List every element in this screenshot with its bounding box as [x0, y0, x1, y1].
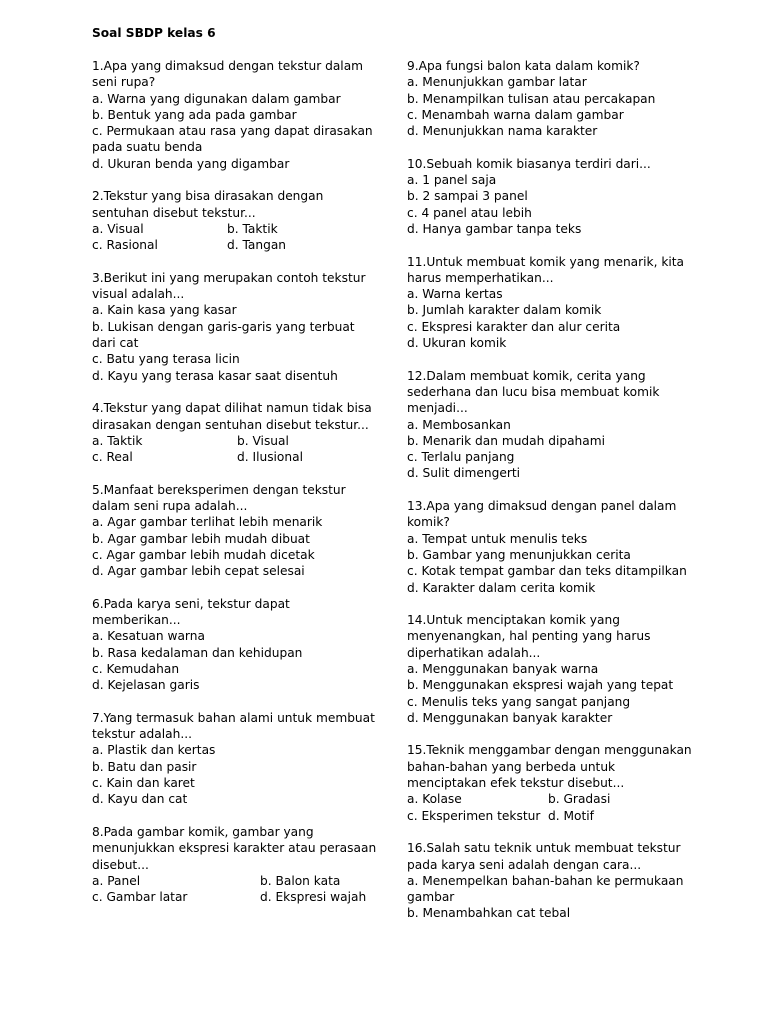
question-line: b. Bentuk yang ada pada gambar: [92, 107, 297, 122]
question-line: d. Hanya gambar tanpa teks: [407, 221, 582, 236]
question-line: 2.Tekstur yang bisa dirasakan dengan: [92, 189, 324, 204]
question-line: 14.Untuk menciptakan komik yang: [407, 613, 620, 628]
question-line: dari cat: [92, 336, 139, 351]
question-line: 6.Pada karya seni, tekstur dapat: [92, 596, 290, 611]
question-line: a. 1 panel saja: [407, 173, 497, 188]
option-text: a. Taktik: [92, 433, 143, 448]
question-line: 9.Apa fungsi balon kata dalam komik?: [407, 59, 640, 73]
question-line: harus memperhatikan...: [407, 270, 554, 285]
question-line: a. Menempelkan bahan-bahan ke permukaan: [407, 873, 684, 888]
question-9: [407, 58, 689, 139]
option-row: [92, 889, 374, 905]
question-line: 13.Apa yang dimaksud dengan panel dalam: [407, 499, 677, 514]
question-6: [92, 596, 374, 694]
question-line: seni rupa?: [92, 75, 156, 90]
option-text: b. Taktik: [227, 221, 278, 236]
question-4: [92, 400, 374, 465]
question-line: sentuhan disebut tekstur...: [92, 205, 256, 220]
question-line: a. Warna yang digunakan dalam gambar: [92, 91, 341, 106]
option-text: d. Ekspresi wajah: [260, 890, 367, 905]
question-line: d. Menggunakan banyak karakter: [407, 710, 613, 725]
question-line: b. 2 sampai 3 panel: [407, 189, 528, 204]
left-column: [92, 58, 377, 922]
question-line: c. 4 panel atau lebih: [407, 205, 532, 220]
question-line: c. Kemudahan: [92, 661, 180, 676]
question-line: tekstur adalah...: [92, 727, 192, 742]
question-line: b. Agar gambar lebih mudah dibuat: [92, 531, 310, 546]
option-text: a. Visual: [92, 221, 144, 236]
question-line: bahan-bahan yang berbeda untuk: [407, 759, 616, 774]
option-text: c. Real: [92, 450, 133, 465]
question-line: c. Agar gambar lebih mudah dicetak: [92, 547, 315, 562]
question-line: 10.Sebuah komik biasanya terdiri dari...: [407, 156, 651, 171]
option-text: b. Balon kata: [260, 873, 341, 888]
question-line: b. Lukisan dengan garis-garis yang terbuat: [92, 319, 355, 334]
question-5: [92, 482, 374, 580]
option-text: c. Gambar latar: [92, 890, 188, 905]
question-line: d. Agar gambar lebih cepat selesai: [92, 564, 305, 579]
option-text: d. Tangan: [227, 238, 287, 253]
question-line: a. Tempat untuk menulis teks: [407, 531, 588, 546]
question-line: a. Menggunakan banyak warna: [407, 661, 599, 676]
question-line: c. Menulis teks yang sangat panjang: [407, 694, 631, 709]
question-line: b. Gambar yang menunjukkan cerita: [407, 547, 631, 562]
option-text: d. Motif: [548, 808, 594, 823]
question-line: b. Menambahkan cat tebal: [407, 906, 571, 921]
question-line: pada suatu benda: [92, 140, 203, 155]
question-line: 3.Berikut ini yang merupakan contoh tekstur: [92, 270, 366, 285]
question-line: d. Kejelasan garis: [92, 678, 200, 693]
question-line: b. Menampilkan tulisan atau percakapan: [407, 91, 656, 106]
question-16: [407, 840, 689, 921]
question-line: pada karya seni adalah dengan cara...: [407, 857, 642, 872]
question-line: a. Kesatuan warna: [92, 629, 205, 644]
option-text: c. Eksperimen tekstur: [407, 808, 541, 823]
option-text: d. Ilusional: [237, 450, 303, 465]
question-line: c. Kotak tempat gambar dan teks ditampilkan: [407, 564, 687, 579]
question-line: sederhana dan lucu bisa membuat komik: [407, 384, 660, 399]
question-line: d. Sulit dimengerti: [407, 466, 520, 481]
question-line: visual adalah...: [92, 287, 185, 302]
question-11: [407, 254, 689, 352]
option-text: a. Kolase: [407, 792, 462, 807]
question-10: [407, 156, 689, 237]
question-13: [407, 498, 689, 596]
question-line: komik?: [407, 515, 450, 530]
question-line: 11.Untuk membuat komik yang menarik, kita: [407, 254, 685, 269]
option-row: [92, 221, 374, 237]
question-line: 4.Tekstur yang dapat dilihat namun tidak bisa: [92, 401, 372, 416]
question-line: 5.Manfaat bereksperimen dengan tekstur: [92, 482, 346, 497]
question-line: 7.Yang termasuk bahan alami untuk membuat: [92, 710, 375, 725]
question-line: a. Warna kertas: [407, 287, 503, 302]
option-row: [407, 791, 689, 807]
question-line: b. Menarik dan mudah dipahami: [407, 433, 605, 448]
question-line: b. Jumlah karakter dalam komik: [407, 303, 602, 318]
question-line: 12.Dalam membuat komik, cerita yang: [407, 368, 646, 383]
option-row: [92, 237, 374, 253]
question-line: memberikan...: [92, 613, 181, 628]
question-line: d. Kayu yang terasa kasar saat disentuh: [92, 368, 338, 383]
question-7: [92, 710, 374, 808]
question-15: [407, 742, 692, 823]
option-row: [407, 808, 689, 824]
question-1: [92, 58, 374, 172]
question-line: dalam seni rupa adalah...: [92, 499, 248, 514]
question-line: b. Batu dan pasir: [92, 759, 197, 774]
question-line: d. Ukuran benda yang digambar: [92, 156, 290, 171]
question-14: [407, 612, 689, 726]
option-text: a. Panel: [92, 873, 141, 888]
question-8: [92, 824, 377, 905]
option-text: b. Visual: [237, 433, 289, 448]
question-line: b. Rasa kedalaman dan kehidupan: [92, 645, 303, 660]
question-line: c. Terlalu panjang: [407, 450, 515, 465]
question-12: [407, 368, 689, 482]
question-line: diperhatikan adalah...: [407, 645, 541, 660]
question-line: menciptakan efek tekstur disebut...: [407, 776, 625, 791]
question-line: gambar: [407, 890, 455, 905]
question-line: c. Menambah warna dalam gambar: [407, 107, 624, 122]
question-line: a. Agar gambar terlihat lebih menarik: [92, 515, 323, 530]
option-row: [92, 433, 374, 449]
question-line: a. Plastik dan kertas: [92, 743, 216, 758]
question-line: c. Batu yang terasa licin: [92, 352, 240, 367]
question-line: 8.Pada gambar komik, gambar yang: [92, 824, 314, 839]
option-text: b. Gradasi: [548, 792, 611, 807]
question-line: menyenangkan, hal penting yang harus: [407, 629, 651, 644]
question-line: c. Ekspresi karakter dan alur cerita: [407, 319, 621, 334]
question-line: a. Membosankan: [407, 417, 511, 432]
question-3: [92, 270, 374, 384]
question-2: [92, 188, 374, 253]
question-line: d. Kayu dan cat: [92, 792, 188, 807]
question-line: disebut...: [92, 857, 149, 872]
option-row: [92, 873, 374, 889]
question-line: d. Ukuran komik: [407, 336, 507, 351]
question-line: menjadi...: [407, 401, 468, 416]
question-line: c. Permukaan atau rasa yang dapat dirasakan: [92, 124, 373, 139]
question-line: d. Menunjukkan nama karakter: [407, 124, 598, 139]
question-line: 16.Salah satu teknik untuk membuat tekstur: [407, 841, 681, 856]
question-line: menunjukkan ekspresi karakter atau perasaan: [92, 841, 377, 856]
question-line: c. Kain dan karet: [92, 776, 195, 791]
question-line: dirasakan dengan sentuhan disebut tekstur...: [92, 417, 369, 432]
question-line: 15.Teknik menggambar dengan menggunakan: [407, 743, 692, 758]
question-line: d. Karakter dalam cerita komik: [407, 580, 596, 595]
question-line: 1.Apa yang dimaksud dengan tekstur dalam: [92, 59, 364, 73]
option-text: c. Rasional: [92, 238, 158, 253]
right-column: [407, 58, 692, 938]
option-row: [92, 449, 374, 465]
page-title: Soal SBDP kelas 6: [92, 26, 216, 40]
question-line: b. Menggunakan ekspresi wajah yang tepat: [407, 678, 674, 693]
question-line: a. Menunjukkan gambar latar: [407, 75, 587, 90]
question-line: a. Kain kasa yang kasar: [92, 303, 237, 318]
